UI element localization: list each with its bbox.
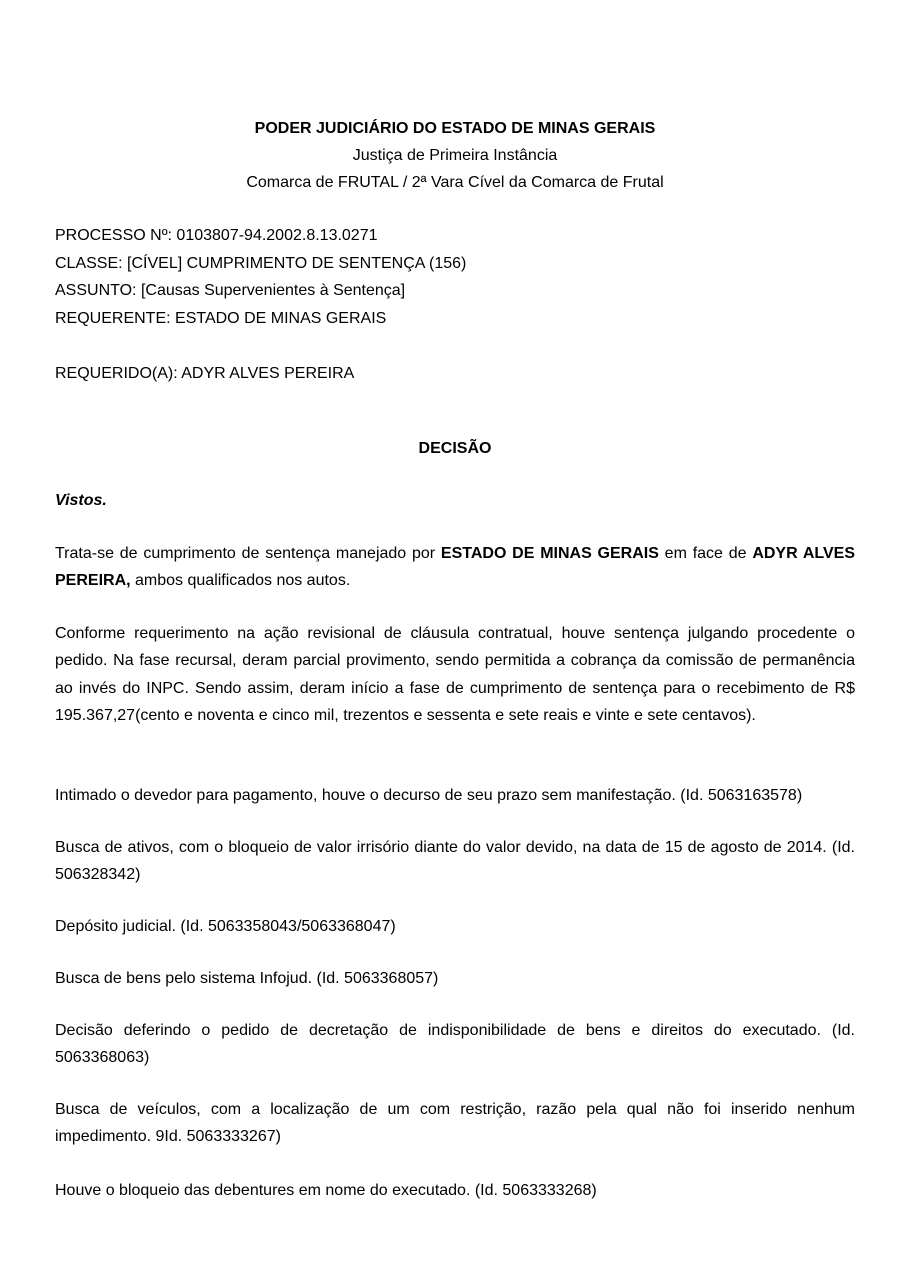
case-subject: ASSUNTO: [Causas Supervenientes à Sentença]	[55, 282, 406, 299]
paragraph-1-text-a: Trata-se de cumprimento de sentença manejado por	[55, 545, 441, 562]
court-name: PODER JUDICIÁRIO DO ESTADO DE MINAS GERAIS	[254, 120, 656, 137]
case-requerido-block	[55, 360, 855, 388]
decision-title: DECISÃO	[418, 440, 492, 457]
case-class: CLASSE: [CÍVEL] CUMPRIMENTO DE SENTENÇA (156)	[55, 254, 467, 272]
case-metadata	[55, 222, 855, 332]
paragraph-8: Busca de veículos, com a localização de um com restrição, razão pela qual não foi inserido nenhum impedimento. 9Id. 5063333267)	[55, 1101, 855, 1146]
processo-number: PROCESSO Nº: 0103807-94.2002.8.13.0271	[55, 227, 378, 244]
paragraph-1-text-c: ambos qualificados nos autos.	[130, 572, 351, 590]
paragraph-1	[55, 540, 855, 595]
instance-name: Justiça de Primeira Instância	[352, 147, 558, 164]
party-requerente: ESTADO DE MINAS GERAIS	[440, 545, 659, 562]
vistos-heading: Vistos.	[55, 492, 107, 509]
document-header	[55, 115, 855, 196]
case-requerente: REQUERENTE: ESTADO DE MINAS GERAIS	[55, 309, 387, 327]
paragraph-9: Houve o bloqueio das debentures em nome do executado. (Id. 5063333268)	[55, 1182, 597, 1199]
paragraph-3: Intimado o devedor para pagamento, houve o decurso de seu prazo sem manifestação. (Id. 5063163578)	[55, 787, 803, 804]
paragraph-1-text-b: em face de	[658, 545, 753, 562]
case-requerido: REQUERIDO(A): ADYR ALVES PEREIRA	[55, 365, 355, 382]
paragraph-2: Conforme requerimento na ação revisional de cláusula contratual, houve sentença julgando procedente o pedido. Na fase recursal, deram parcial provimento, sendo permitida a cobrança da comissão de permanência ao invés do INPC. Sendo assim, deram início a fase de cumprimento de sentença para o recebimento de R$ 195.367,27(cento e noventa e cinco mil, trezentos e sessenta e sete reais e vinte e sete centavos).	[55, 625, 855, 725]
paragraph-7: Decisão deferindo o pedido de decretação de indisponibilidade de bens e direitos do executado. (Id. 5063368063)	[55, 1022, 855, 1067]
paragraph-5: Depósito judicial. (Id. 5063358043/5063368047)	[55, 918, 396, 935]
paragraph-6: Busca de bens pelo sistema Infojud. (Id. 5063368057)	[55, 970, 439, 987]
paragraph-4: Busca de ativos, com o bloqueio de valor irrisório diante do valor devido, na data de 15 de agosto de 2014. (Id. 506328342)	[55, 839, 855, 884]
party-requerido: ADYR ALVES PEREIRA,	[55, 545, 855, 590]
comarca-name: Comarca de FRUTAL / 2ª Vara Cível da Comarca de Frutal	[246, 174, 664, 191]
